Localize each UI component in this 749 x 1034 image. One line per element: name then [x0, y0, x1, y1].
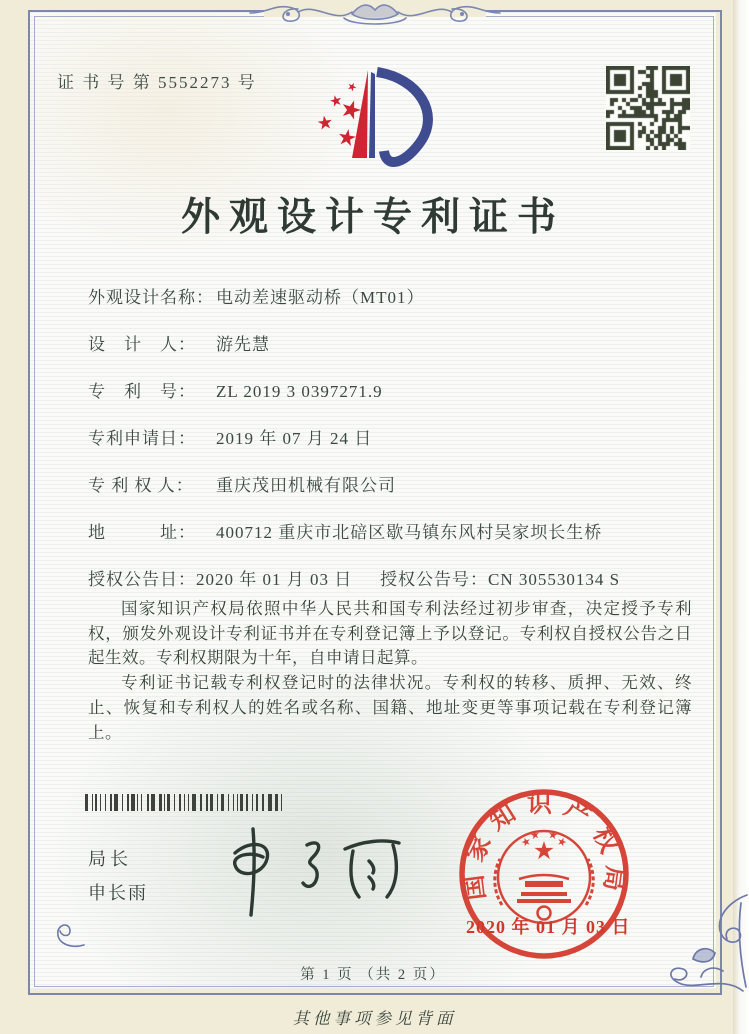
field-label: 授权公告日： [88, 570, 196, 589]
commissioner-signature [207, 823, 407, 918]
field-grant-row [88, 565, 708, 590]
field-value: CN 305530134 S [488, 570, 621, 589]
field-value: 游先慧 [216, 335, 270, 354]
certificate-title: 外观设计专利证书 [180, 196, 565, 239]
top-flourish-ornament [248, 0, 502, 30]
field-label: 设 计 人： [88, 335, 196, 354]
seal-date: 2020 年 01 月 03 日 [466, 917, 631, 937]
page-number: 第 1 页 （共 2 页） [300, 967, 446, 983]
field-label: 专利申请日： [88, 429, 196, 448]
left-curl-ornament [50, 915, 86, 951]
national-emblem-icon [495, 830, 593, 923]
field-label: 授权公告号： [380, 570, 488, 589]
field-grant-date [88, 565, 380, 590]
field-value: 400712 重庆市北碚区歇马镇东风村吴家坝长生桥 [216, 523, 603, 542]
field-value: ZL 2019 3 0397271.9 [216, 382, 383, 401]
field-address [88, 518, 698, 543]
field-design-name [88, 283, 698, 308]
field-label: 专 利 权 人： [88, 476, 194, 495]
field-value: 2020 年 01 月 03 日 [196, 570, 353, 589]
field-label: 地 址： [88, 523, 196, 542]
back-side-note: 其他事项参见背面 [292, 1009, 457, 1028]
field-label: 外观设计名称： [88, 288, 214, 307]
field-filing-date [88, 424, 698, 449]
commissioner-title: 局长 [88, 849, 132, 869]
scan-page-edge [733, 0, 749, 1034]
field-value: 电动差速驱动桥（MT01） [216, 288, 425, 307]
qr-code [606, 66, 690, 150]
seal-ring-text: 国家知识产权局 [459, 790, 629, 903]
field-label: 专 利 号： [88, 382, 196, 401]
cnipa-logo-icon [298, 44, 448, 179]
commissioner-name: 申长雨 [88, 883, 148, 903]
field-value: 2019 年 07 月 24 日 [216, 429, 373, 448]
field-patentee [88, 471, 698, 496]
certificate-number: 证 书 号 第 5552273 号 [57, 73, 257, 92]
field-value: 重庆茂田机械有限公司 [216, 476, 396, 495]
barcode [85, 794, 290, 811]
field-grant-number [380, 565, 620, 590]
legal-text [88, 597, 692, 745]
field-designer [88, 330, 698, 355]
legal-paragraph-2: 专利证书记载专利权登记时的法律状况。专利权的转移、质押、无效、终止、恢复和专利权人的姓名或名称、国籍、地址变更等事项记载在专利登记簿上。 [88, 673, 692, 742]
legal-paragraph-1: 国家知识产权局依照中华人民共和国专利法经过初步审查，决定授予专利权，颁发外观设计专利证书并在专利登记簿上予以登记。专利权自授权公告之日起生效。专利权期限为十年，自申请日起算。 [88, 599, 692, 668]
field-patent-number [88, 377, 698, 402]
